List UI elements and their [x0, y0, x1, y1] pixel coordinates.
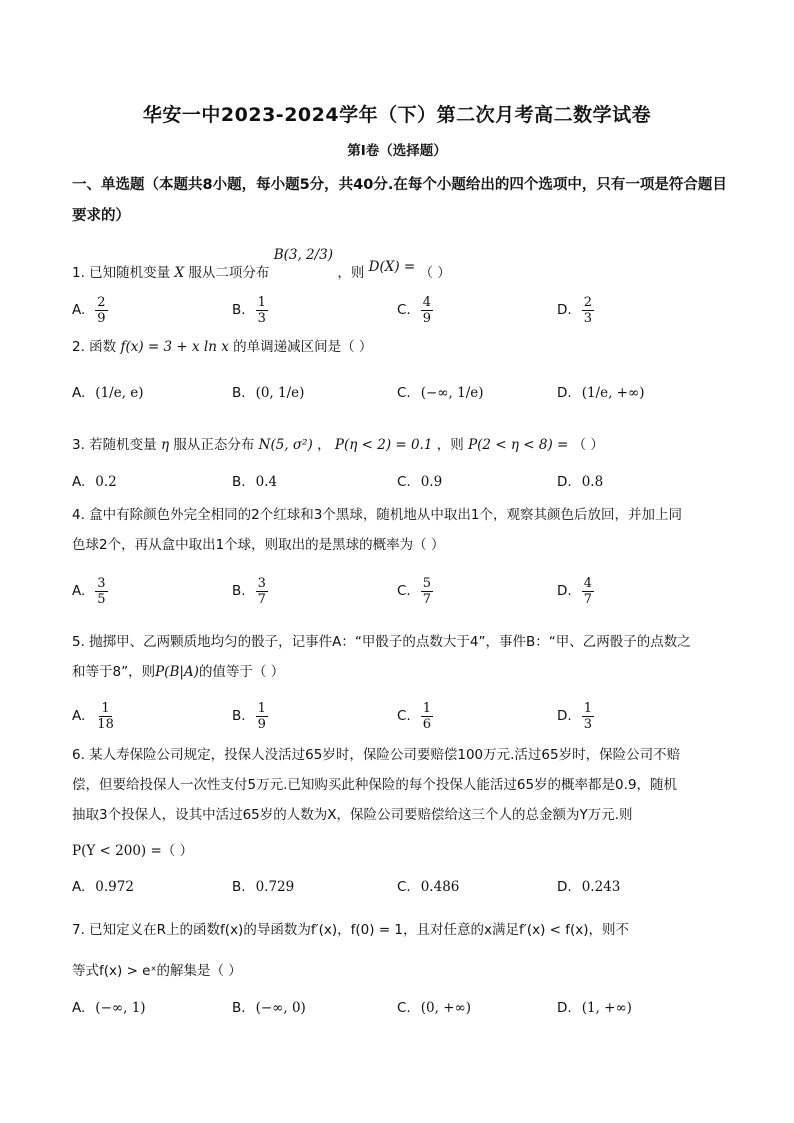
denominator: 7 [422, 591, 431, 607]
numerator: 1 [583, 700, 592, 716]
numerator: 4 [422, 294, 431, 310]
q3-text-c: ， [317, 437, 331, 453]
option-value: 0.4 [255, 474, 278, 490]
question-2 [72, 332, 732, 362]
option-label: C. [397, 474, 411, 490]
q3-cond: P(η < 2) = 0.1 [334, 437, 433, 453]
numerator: 1 [422, 700, 431, 716]
q1-expr: D(X) = [368, 259, 416, 275]
q5-option-b[interactable] [232, 696, 268, 736]
q2-text-b: 的单调递减区间是（ ） [233, 339, 373, 355]
q1-text-c: ，则 [337, 265, 365, 281]
q6-option-b[interactable] [232, 867, 294, 907]
option-label: A. [72, 583, 86, 599]
q2-expr: f(x) = 3 + x ln x [120, 339, 229, 355]
q3-option-b[interactable] [232, 462, 277, 502]
option-value: 0.2 [95, 474, 117, 490]
denominator: 5 [97, 591, 106, 607]
numerator: 1 [101, 700, 110, 716]
option-label: A. [72, 708, 86, 724]
q2-options [72, 373, 732, 413]
option-value: 0.9 [420, 474, 443, 490]
q2-text-a: 2. 函数 [72, 339, 117, 355]
q7-option-c[interactable] [397, 988, 471, 1028]
question-7 [72, 910, 732, 992]
section-heading: 一、单选题（本题共8小题，每小题5分，共40分.在每个小题给出的四个选项中，只有一项是符合题目要求的） [72, 177, 727, 224]
option-label: A. [72, 1000, 86, 1016]
option-label: B. [232, 583, 246, 599]
q7-line-1: 7. 已知定义在R上的函数f(x)的导函数为f′(x)，f(0) = 1，且对任意的x满足f′(x) < f(x)，则不 [72, 922, 630, 938]
option-value: 0.243 [581, 879, 621, 895]
option-label: B. [232, 879, 246, 895]
option-label: B. [232, 1000, 246, 1016]
page-title: 华安一中2023-2024学年（下）第二次月考高二数学试卷 [142, 104, 652, 126]
denominator: 7 [583, 591, 592, 607]
option-label: B. [232, 708, 246, 724]
q3-expr: P(2 < η < 8) = [468, 437, 569, 453]
q2-option-c[interactable] [397, 373, 484, 413]
q2-option-b[interactable] [232, 373, 304, 413]
numerator: 2 [583, 294, 592, 310]
option-label: A. [72, 302, 86, 318]
option-label: A. [72, 879, 86, 895]
option-label: D. [557, 474, 572, 490]
numerator: 4 [583, 575, 592, 591]
question-4 [72, 500, 732, 560]
option-label: C. [397, 708, 411, 724]
option-value: (1/e, +∞) [581, 385, 645, 401]
q7-option-b[interactable] [232, 988, 306, 1028]
q6-option-a[interactable] [72, 867, 134, 907]
q3-option-d[interactable] [557, 462, 603, 502]
question-1 [72, 247, 732, 288]
q3-options [72, 462, 732, 502]
q7-line-2: 等式f(x) > eˣ的解集是（ ） [72, 963, 242, 979]
option-label: D. [557, 879, 572, 895]
q4-line-1: 4. 盒中有除颜色外完全相同的2个红球和3个黑球，随机地从中取出1个，观察其颜色后放回，并加上同 [72, 507, 682, 523]
q5-line-2 [72, 657, 732, 687]
q1-option-d[interactable] [557, 290, 594, 330]
question-5 [72, 627, 732, 687]
q4-options [72, 571, 732, 611]
q3-option-a[interactable] [72, 462, 117, 502]
question-3 [72, 430, 732, 460]
option-label: C. [397, 1000, 411, 1016]
option-value: 0.972 [95, 879, 134, 895]
q1-options [72, 290, 732, 330]
option-label: C. [397, 583, 411, 599]
denominator: 7 [257, 591, 266, 607]
denominator: 18 [97, 716, 114, 732]
q1-blank: （ ） [419, 265, 451, 281]
denominator: 9 [97, 310, 106, 326]
q1-var: X [174, 265, 185, 281]
option-label: A. [72, 474, 86, 490]
q5-options [72, 696, 732, 736]
q1-text-a: 1. 已知随机变量 [72, 265, 171, 281]
denominator: 3 [583, 310, 592, 326]
option-label: C. [397, 385, 411, 401]
q5-expr: P(B|A) [155, 664, 199, 680]
option-label: D. [557, 385, 572, 401]
option-label: C. [397, 879, 411, 895]
q1-option-b[interactable] [232, 290, 268, 330]
option-label: A. [72, 385, 86, 401]
option-value: (−∞, 1) [95, 1000, 146, 1016]
q1-option-c[interactable] [397, 290, 433, 330]
q3-dist: N(5, σ²) [258, 437, 313, 453]
q5-line-2-b: 的值等于（ ） [198, 664, 285, 680]
q3-text-b: 服从正态分布 [173, 437, 255, 453]
option-label: D. [557, 1000, 572, 1016]
option-label: C. [397, 302, 411, 318]
denominator: 9 [422, 310, 431, 326]
q1-option-a[interactable] [72, 290, 108, 330]
page-subtitle: 第I卷（选择题） [347, 143, 447, 159]
q7-options [72, 988, 732, 1028]
option-value: (1, +∞) [581, 1000, 632, 1016]
q1-text-b: 服从二项分布 [188, 265, 270, 281]
q5-option-d[interactable] [557, 696, 594, 736]
question-6 [72, 740, 732, 866]
numerator: 2 [97, 294, 106, 310]
numerator: 5 [422, 575, 431, 591]
q6-option-c[interactable] [397, 867, 459, 907]
denominator: 9 [257, 716, 266, 732]
option-value: (−∞, 1/e) [420, 385, 484, 401]
option-value: (−∞, 0) [255, 1000, 306, 1016]
q5-option-a[interactable] [72, 696, 116, 736]
option-value: (0, 1/e) [255, 385, 305, 401]
q2-option-a[interactable] [72, 373, 144, 413]
option-label: B. [232, 385, 246, 401]
q4-option-c[interactable] [397, 571, 433, 611]
numerator: 1 [257, 700, 266, 716]
option-value: 0.486 [420, 879, 460, 895]
q3-var: η [160, 437, 170, 453]
option-label: D. [557, 708, 572, 724]
denominator: 3 [583, 716, 592, 732]
q4-option-a[interactable] [72, 571, 108, 611]
option-value: 0.729 [255, 879, 295, 895]
q5-line-2-a: 和等于8”，则 [72, 664, 156, 680]
option-value: (0, +∞) [420, 1000, 471, 1016]
q4-option-b[interactable] [232, 571, 268, 611]
q7-option-d[interactable] [557, 988, 632, 1028]
q3-text-a: 3. 若随机变量 [72, 437, 157, 453]
q6-line-4: P(Y < 200) =（ ） [72, 843, 194, 859]
q6-line-1: 6. 某人寿保险公司规定，投保人没活过65岁时，保险公司要赔偿100万元.活过65岁时，保险公司不赔 [72, 747, 681, 763]
q6-options [72, 867, 732, 907]
q4-line-2: 色球2个，再从盒中取出1个球，则取出的是黑球的概率为（ ） [72, 537, 445, 553]
option-value: (1/e, e) [95, 385, 144, 401]
q3-text-d: ，则 [436, 437, 464, 453]
q6-line-3: 抽取3个投保人，设其中活过65岁的人数为X，保险公司要赔偿给这三个人的总金额为Y万元.则 [72, 807, 633, 823]
q5-option-c[interactable] [397, 696, 433, 736]
q4-option-d[interactable] [557, 571, 594, 611]
option-label: D. [557, 302, 572, 318]
q5-line-1: 5. 抛掷甲、乙两颗质地均匀的骰子，记事件A：“甲骰子的点数大于4”，事件B：“甲、乙两骰子的点数之 [72, 634, 691, 650]
q2-option-d[interactable] [557, 373, 645, 413]
q3-blank: （ ） [572, 437, 604, 453]
q3-option-c[interactable] [397, 462, 442, 502]
q6-line-2: 偿，但要给投保人一次性支付5万元.已知购买此种保险的每个投保人能活过65岁的概率都是0.9，随机 [72, 777, 678, 793]
q6-option-d[interactable] [557, 867, 620, 907]
q1-dist: B(3, 2/3) [273, 247, 334, 263]
option-value: 0.8 [581, 474, 604, 490]
option-label: D. [557, 583, 572, 599]
denominator: 6 [422, 716, 431, 732]
numerator: 3 [97, 575, 106, 591]
option-label: B. [232, 474, 246, 490]
numerator: 3 [257, 575, 266, 591]
q7-option-a[interactable] [72, 988, 146, 1028]
denominator: 3 [257, 310, 266, 326]
option-label: B. [232, 302, 246, 318]
numerator: 1 [257, 294, 266, 310]
